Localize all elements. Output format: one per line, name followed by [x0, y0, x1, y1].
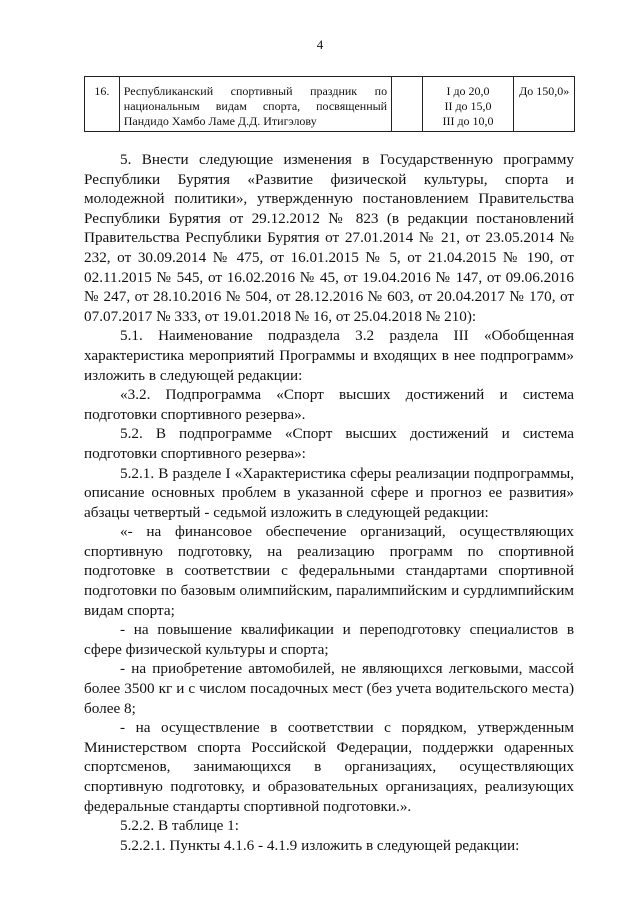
list-item-vehicles: - на приобретение автомобилей, не являющихся легковыми, массой более 3500 кг и с числом посадочных мест (без учета водительского места) более 8; [84, 660, 574, 717]
range-third: III до 10,0 [442, 114, 494, 128]
paragraph-5-2: 5.2. В подпрограмме «Спорт высших достижений и система подготовки спортивного резерва»: [84, 425, 574, 462]
range-second: II до 15,0 [444, 99, 492, 113]
table-row [85, 77, 575, 132]
paragraph-5-2-1: 5.2.1. В разделе I «Характеристика сферы реализации подпрограммы, описание основных проблем в указанной сфере и прогноз ее развития» абзацы четвертый - седьмой изложить в следующей редакции: [84, 464, 574, 521]
event-name: Республиканский спортивный праздник по национальным видам спорта, посвященный Пандидо Хамбо Ламе Д.Д. Итигэлову [119, 77, 391, 132]
paragraph-5-1: 5.1. Наименование подраздела 3.2 раздела III «Обобщенная характеристика мероприятий Программы и входящих в нее подпрограмм» изложить в следующей редакции: [84, 327, 574, 384]
empty-cell [392, 77, 423, 132]
paragraph-5: 5. Внести следующие изменения в Государственную программу Республики Бурятия «Развитие физической культуры, спорта и молодежной политики», утвержденную постановлением Правительства Республики Бурятия от 29.12.2012 № 823 (в редакции постановлений Правительства Республики Бурятия от 27.01.2014 № 21, от 23.05.2014 № 232, от 30.09.2014 № 475, от 16.01.2015 № 5, от 21.04.2015 № 190, от 02.11.2015 № 545, от 16.02.2016 № 45, от 19.04.2016 № 147, от 09.06.2016 № 247, от 28.10.2016 № 504, от 28.12.2016 № 603, от 20.04.2017 № 170, от 07.07.2017 № 333, от 19.01.2018 № 16, от 25.04.2018 № 210): [84, 151, 574, 325]
paragraph-5-2-2-1: 5.2.2.1. Пункты 4.1.6 - 4.1.9 изложить в следующей редакции: [120, 836, 520, 854]
row-number: 16. [85, 77, 120, 132]
list-item-financing: «- на финансовое обеспечение организаций, осуществляющих спортивную подготовку, на реализацию программ по спортивной подготовке в соответствии с федеральными стандартами спортивной подготовки по базовым олимпийским, паралимпийским и сурдлимпийским видам спорта; [84, 523, 574, 619]
place-ranges [422, 77, 514, 132]
page-number: 4 [316, 37, 324, 52]
table-fragment [84, 76, 575, 132]
paragraph-quote-3-2: «3.2. Подпрограмма «Спорт высших достижений и система подготовки спортивного резерва». [84, 386, 574, 423]
list-item-qualification: - на повышение квалификации и переподготовку специалистов в сфере физической культуры и спорта; [84, 621, 574, 658]
max-value: До 150,0» [514, 77, 575, 132]
list-item-support: - на осуществление в соответствии с порядком, утвержденным Министерством спорта Российской Федерации, поддержки одаренных спортсменов, занимающихся в организациях, осуществляющих спортивную подготовку, и образовательных организациях, реализующих федеральные стандарты спортивной подготовки.». [84, 719, 574, 815]
document-body [84, 150, 574, 855]
range-first: I до 20,0 [446, 84, 490, 98]
paragraph-5-2-2: 5.2.2. В таблице 1: [120, 817, 239, 835]
